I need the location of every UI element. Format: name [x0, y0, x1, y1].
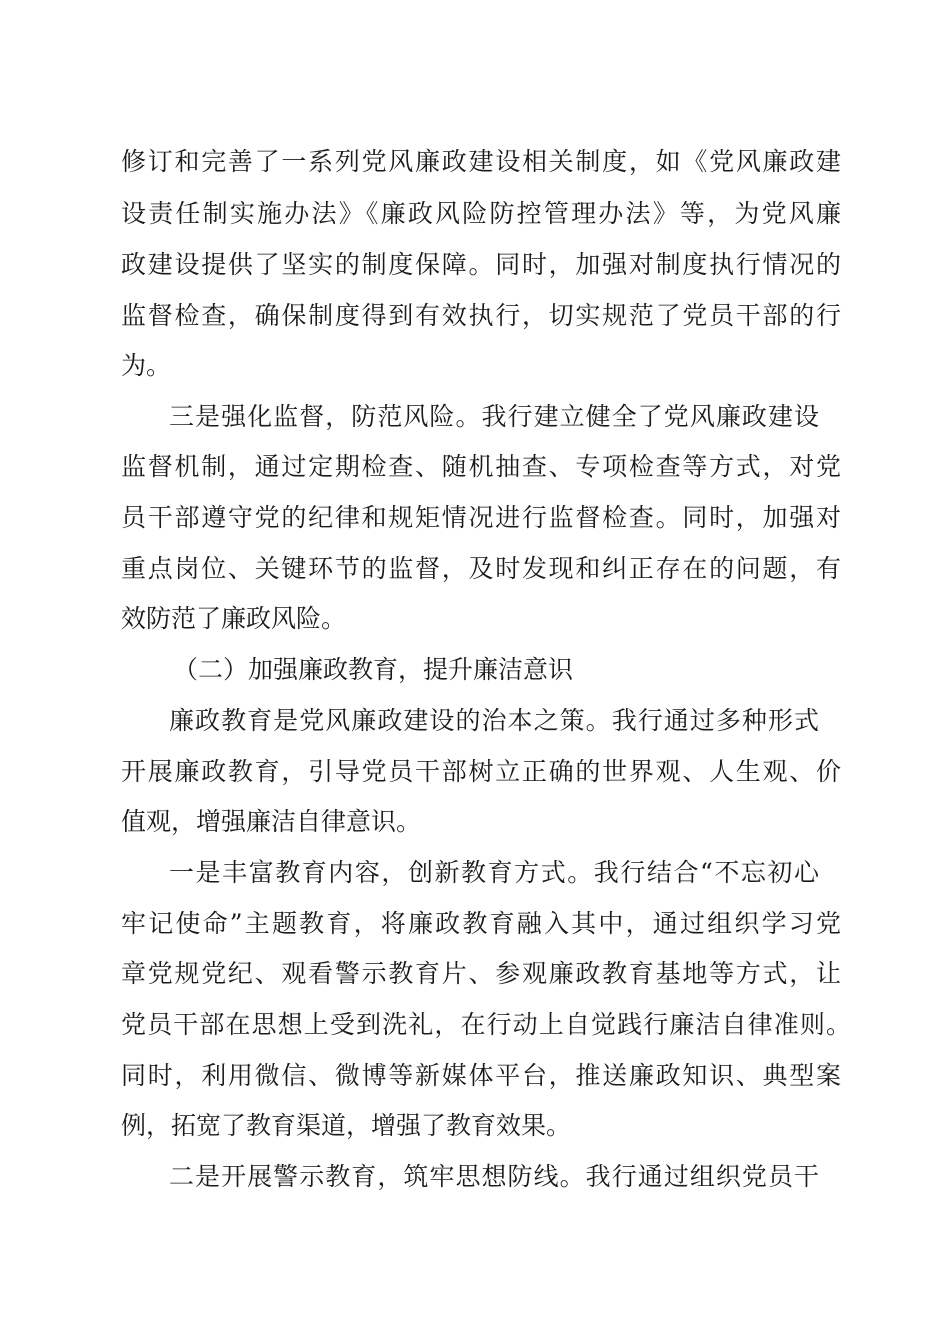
text-line: 修订和完善了一系列党风廉政建设相关制度，如《党风廉政建: [121, 147, 841, 176]
paragraph-first-line: 三是强化监督，防范风险。我行建立健全了党风廉政建设: [169, 402, 819, 431]
text-line: 开展廉政教育，引导党员干部树立正确的世界观、人生观、价: [121, 757, 841, 786]
text-line: 例，拓宽了教育渠道，增强了教育效果。: [121, 1111, 572, 1140]
text-line: 重点岗位、关键环节的监督，及时发现和纠正存在的问题，有: [121, 554, 841, 583]
text-line: 值观，增强廉洁自律意识。: [121, 807, 422, 836]
text-line: 员干部遵守党的纪律和规矩情况进行监督检查。同时，加强对: [121, 503, 841, 532]
text-line: 政建设提供了坚实的制度保障。同时，加强对制度执行情况的: [121, 250, 841, 279]
text-line: 同时，利用微信、微博等新媒体平台，推送廉政知识、典型案: [121, 1061, 841, 1090]
text-line: 牢记使命”主题教育，将廉政教育融入其中，通过组织学习党: [121, 909, 841, 938]
text-line: 为。: [121, 351, 172, 380]
text-line: 党员干部在思想上受到洗礼，在行动上自觉践行廉洁自律准则。: [121, 1010, 851, 1039]
paragraph-first-line: 廉政教育是党风廉政建设的治本之策。我行通过多种形式: [169, 706, 819, 735]
text-line: 效防范了廉政风险。: [121, 604, 347, 633]
text-line: 监督机制，通过定期检查、随机抽查、专项检查等方式，对党: [121, 452, 841, 481]
text-line: 监督检查，确保制度得到有效执行，切实规范了党员干部的行: [121, 301, 841, 330]
text-line: 设责任制实施办法》《廉政风险防控管理办法》等，为党风廉: [121, 199, 841, 228]
text-line: 章党规党纪、观看警示教育片、参观廉政教育基地等方式，让: [121, 959, 841, 988]
paragraph-first-line: 一是丰富教育内容，创新教育方式。我行结合“不忘初心: [169, 858, 819, 887]
section-heading: （二）加强廉政教育，提升廉洁意识: [173, 655, 574, 684]
paragraph-first-line: 二是开展警示教育，筑牢思想防线。我行通过组织党员干: [169, 1162, 819, 1191]
